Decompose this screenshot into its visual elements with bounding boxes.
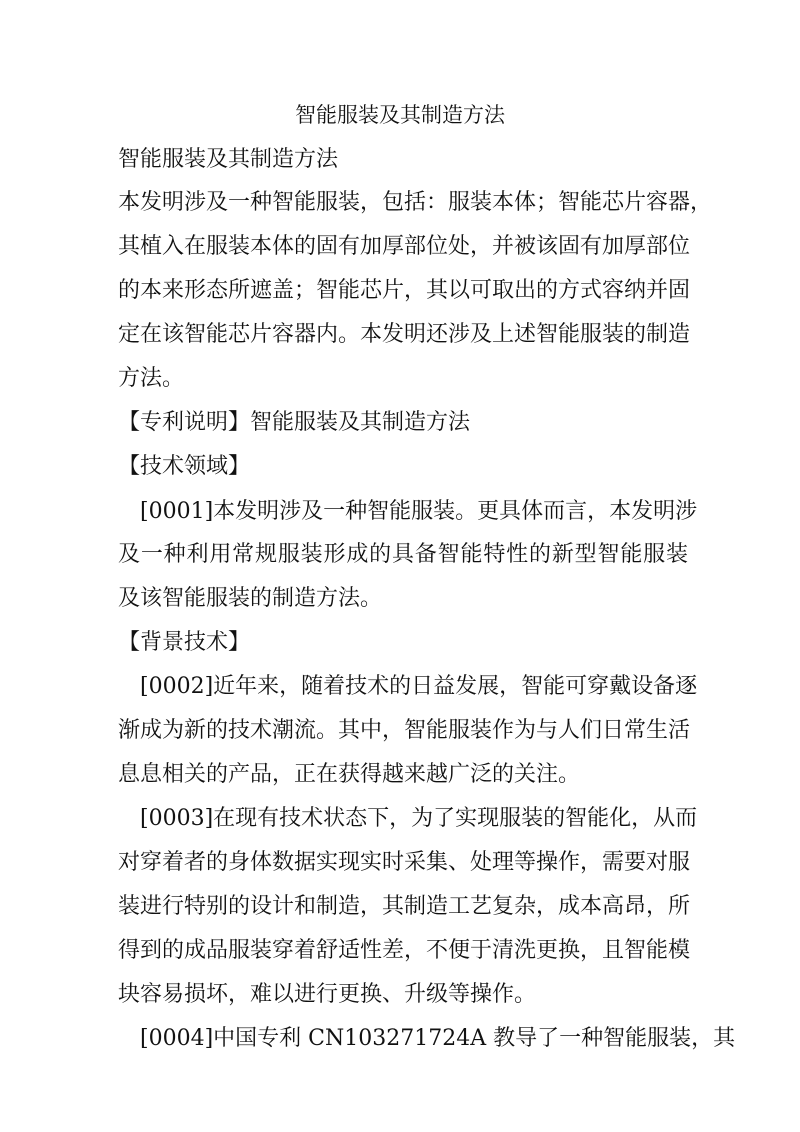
paragraph-0002-line: 渐成为新的技术潮流。其中，智能服装作为与人们日常生活 xyxy=(118,718,691,743)
subtitle: 智能服装及其制造方法 xyxy=(118,147,339,172)
paragraph-0001-line: 及一种利用常规服装形成的具备智能特性的新型智能服装 xyxy=(118,542,688,567)
paragraph-0003-line: 对穿着者的身体数据实现实时采集、处理等操作，需要对服 xyxy=(118,850,691,875)
patent-heading: 【专利说明】智能服装及其制造方法 xyxy=(118,410,471,435)
paragraph-0001-line: [0001]本发明涉及一种智能服装。更具体而言，本发明涉 xyxy=(140,499,698,524)
document-title: 智能服装及其制造方法 xyxy=(295,103,505,127)
paragraph-0002-line: [0002]近年来，随着技术的日益发展，智能可穿戴设备逐 xyxy=(140,674,698,699)
abstract-line: 本发明涉及一种智能服装，包括：服装本体；智能芯片容器， xyxy=(118,190,713,215)
section-heading-tech-field: 【技术领域】 xyxy=(118,454,251,479)
paragraph-0004-line: [0004]中国专利 CN103271724A 教导了一种智能服装，其 xyxy=(140,1026,736,1051)
abstract-line: 定在该智能芯片容器内。本发明还涉及上述智能服装的制造 xyxy=(118,322,691,347)
paragraph-0001-line: 及该智能服装的制造方法。 xyxy=(118,586,383,611)
paragraph-0003-line: 得到的成品服装穿着舒适性差，不便于清洗更换，且智能模 xyxy=(118,938,691,963)
paragraph-0002-line: 息息相关的产品，正在获得越来越广泛的关注。 xyxy=(118,762,581,787)
paragraph-0003-line: [0003]在现有技术状态下，为了实现服装的智能化，从而 xyxy=(140,806,698,831)
paragraph-0003-line: 装进行特别的设计和制造，其制造工艺复杂，成本高昂，所 xyxy=(118,894,691,919)
paragraph-0003-line: 块容易损坏，难以进行更换、升级等操作。 xyxy=(118,982,537,1007)
abstract-line: 方法。 xyxy=(118,366,185,391)
abstract-line: 其植入在服装本体的固有加厚部位处，并被该固有加厚部位 xyxy=(118,234,691,259)
section-heading-background: 【背景技术】 xyxy=(118,630,251,655)
abstract-line: 的本来形态所遮盖；智能芯片，其以可取出的方式容纳并固 xyxy=(118,278,691,303)
